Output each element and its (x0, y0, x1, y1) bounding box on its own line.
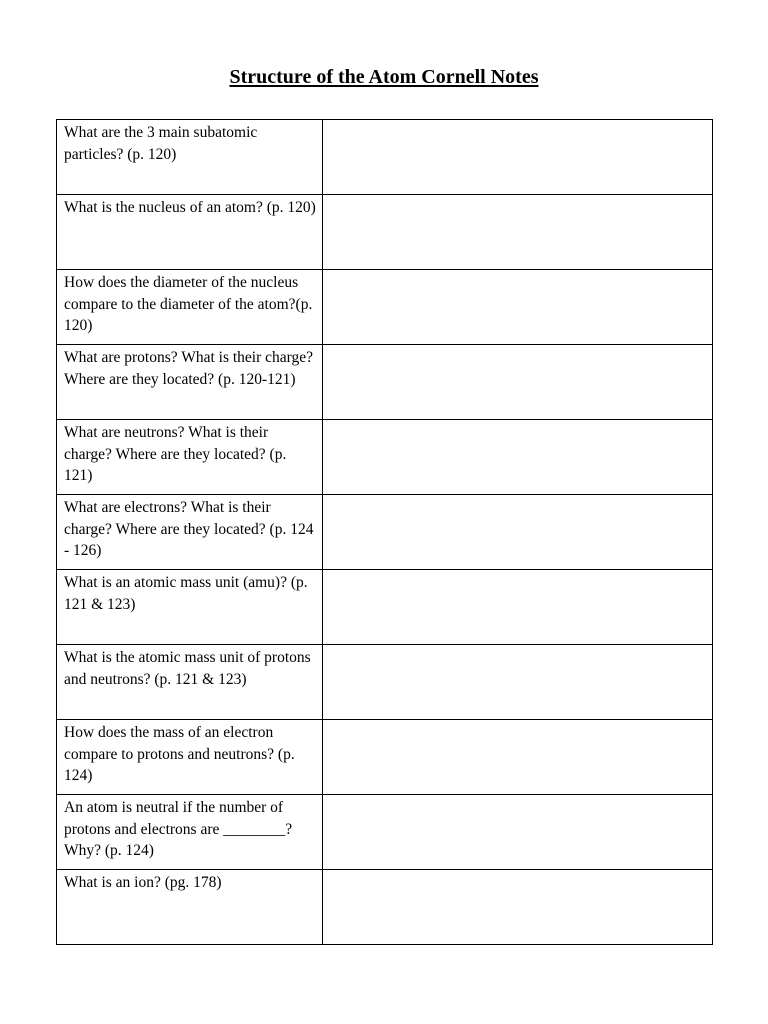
question-text: What are protons? What is their charge? Where are they located? (p. 120-121) (64, 349, 314, 388)
question-text: How does the mass of an electron compare to protons and neutrons? (p. 124) (64, 724, 295, 784)
answer-cell[interactable] (323, 345, 713, 420)
table-row (57, 495, 713, 570)
answer-cell[interactable] (323, 795, 713, 870)
table-row (57, 795, 713, 870)
table-row (57, 570, 713, 645)
question-text: What are neutrons? What is their charge? Where are they located? (p. 121) (64, 424, 287, 484)
question-cell (57, 195, 323, 270)
question-cell (57, 795, 323, 870)
question-cell (57, 720, 323, 795)
answer-cell[interactable] (323, 120, 713, 195)
answer-cell[interactable] (323, 495, 713, 570)
cornell-notes-table (56, 119, 713, 945)
table-row (57, 645, 713, 720)
table-row (57, 195, 713, 270)
answer-cell[interactable] (323, 420, 713, 495)
question-text: What are the 3 main subatomic particles? (p. 120) (64, 124, 258, 163)
page-title: Structure of the Atom Cornell Notes (229, 66, 539, 88)
question-cell (57, 570, 323, 645)
question-text: What is an ion? (pg. 178) (64, 874, 222, 891)
question-text: What is the atomic mass unit of protons and neutrons? (p. 121 & 123) (64, 649, 311, 688)
question-cell (57, 645, 323, 720)
answer-cell[interactable] (323, 720, 713, 795)
table-row (57, 720, 713, 795)
question-text: How does the diameter of the nucleus compare to the diameter of the atom?(p. 120) (64, 274, 313, 334)
question-cell (57, 420, 323, 495)
question-cell (57, 870, 323, 945)
table-row (57, 420, 713, 495)
table-row (57, 120, 713, 195)
question-text: An atom is neutral if the number of protons and electrons are ________? Why? (p. 124) (64, 799, 293, 859)
table-row (57, 270, 713, 345)
question-cell (57, 120, 323, 195)
question-text: What is an atomic mass unit (amu)? (p. 121 & 123) (64, 574, 308, 613)
question-cell (57, 345, 323, 420)
answer-cell[interactable] (323, 870, 713, 945)
table-row (57, 345, 713, 420)
answer-cell[interactable] (323, 270, 713, 345)
table-row (57, 870, 713, 945)
answer-cell[interactable] (323, 645, 713, 720)
question-cell (57, 495, 323, 570)
question-text: What is the nucleus of an atom? (p. 120) (64, 199, 316, 216)
answer-cell[interactable] (323, 195, 713, 270)
answer-cell[interactable] (323, 570, 713, 645)
question-text: What are electrons? What is their charge? Where are they located? (p. 124 - 126) (64, 499, 314, 559)
question-cell (57, 270, 323, 345)
